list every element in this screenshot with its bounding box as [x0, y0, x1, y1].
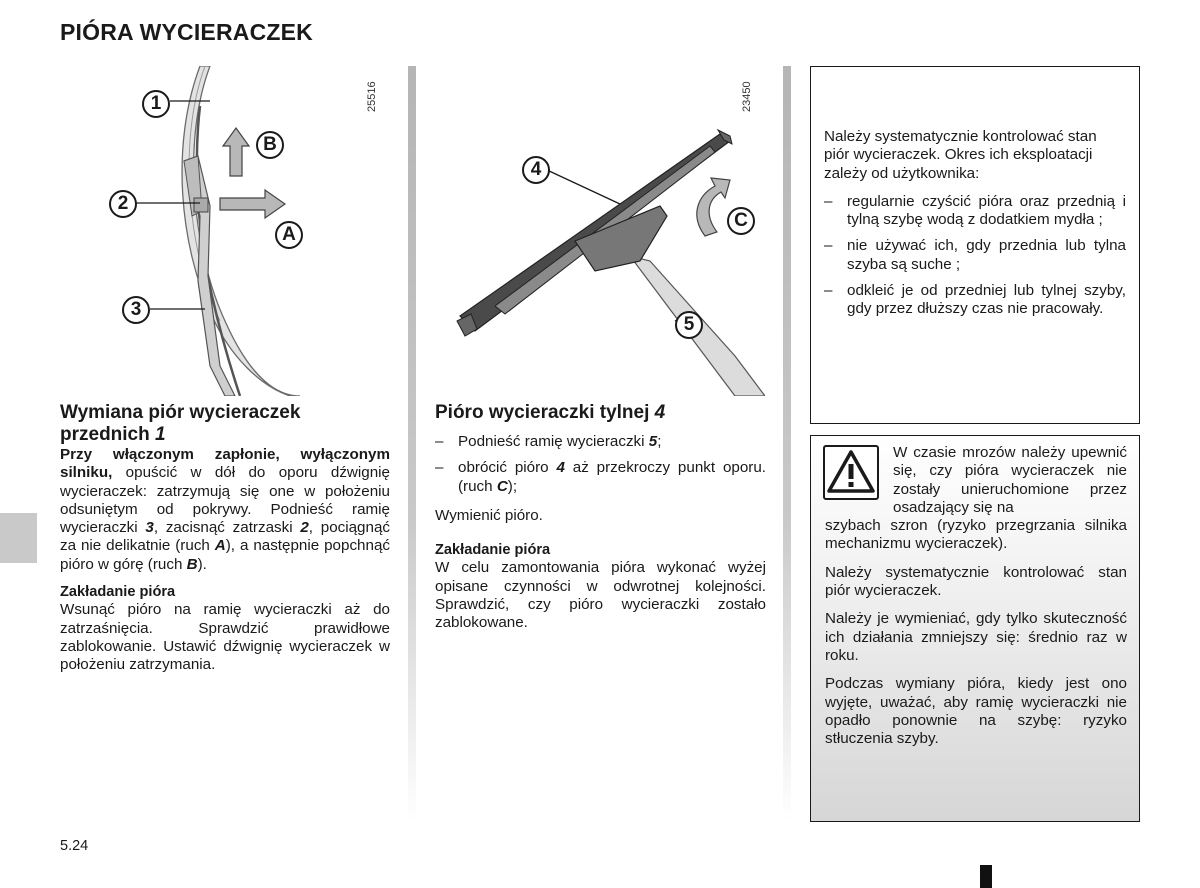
column-divider-right — [783, 66, 791, 821]
callout-5: 5 — [675, 311, 703, 339]
step-2-text: obrócić pióro — [458, 459, 557, 477]
dash-marker: – — [435, 433, 444, 450]
callout-4: 4 — [522, 156, 550, 184]
front-wiper-heading-ref: 1 — [155, 424, 166, 445]
step-2-end: ); — [507, 477, 518, 495]
warning-text-continued: szybach szron (ryzyko przegrzania silnika mechanizmu wycieraczek). — [825, 517, 1127, 553]
dash-marker: – — [435, 459, 444, 477]
frost-warning-box — [810, 435, 1140, 822]
rear-step-text — [458, 459, 766, 496]
rear-wiper-heading — [435, 402, 766, 424]
rear-step-item — [435, 459, 766, 496]
info-item — [824, 282, 1126, 319]
front-wiper-heading — [60, 402, 390, 446]
dash-marker: – — [824, 237, 833, 255]
rear-wiper-body — [435, 433, 766, 633]
warning-text-caution: Podczas wymiany pióra, kiedy jest ono wyjęte, uważać, aby ramię wycieraczki nie opadło ponownie na szybę: ryzyko stłuczenia szyby. — [825, 675, 1127, 748]
front-wiper-section — [60, 402, 390, 675]
ref-A: A — [214, 537, 226, 555]
warning-box-content — [825, 444, 1127, 748]
rear-step-text — [458, 433, 766, 451]
front-wiper-drawing — [60, 66, 390, 396]
step-1-text: Podnieść ramię wycieraczki — [458, 433, 649, 450]
page-title: PIÓRA WYCIERACZEK — [60, 19, 313, 45]
figure-number-left: 25516 — [366, 81, 378, 112]
info-item-text: nie używać ich, gdy przednia lub tylna szyba są suche ; — [847, 237, 1126, 273]
callout-3: 3 — [122, 296, 150, 324]
intro-text-3: , pociągnąć za nie delikatnie (ruch — [60, 519, 390, 555]
info-item-text: regularnie czyścić pióra oraz przednią i tylną szybę wodą z dodatkiem mydła ; — [847, 192, 1126, 229]
rear-fitting-text: W celu zamontowania pióra wykonać wyżej opisane czynności w odwrotnej kolejności. Sprawdzić, czy pióro wycieraczki zostało zablokowane. — [435, 559, 766, 632]
info-box-content — [824, 128, 1126, 327]
ref-3: 3 — [145, 519, 154, 537]
front-wiper-intro — [60, 446, 390, 574]
chapter-side-tab — [0, 513, 37, 563]
info-box-intro: Należy systematycznie kontrolować stan piór wycieraczek. Okres ich eksploatacji zależy od użytkownika: — [824, 128, 1097, 182]
front-wiper-intro-bold: Przy włączonym zapłonie, wyłączonym silniku, — [60, 446, 390, 482]
intro-text-5: ). — [197, 555, 207, 573]
ref-2: 2 — [300, 519, 309, 537]
callout-A: A — [275, 221, 303, 249]
info-item — [824, 193, 1126, 230]
ref-B: B — [186, 555, 198, 573]
front-fitting-heading: Zakładanie pióra — [60, 584, 176, 601]
intro-text-2: , zacisnąć zatrzaski — [153, 519, 301, 537]
step-1-end: ; — [657, 433, 662, 450]
callout-2: 2 — [109, 190, 137, 218]
rear-wiper-section — [435, 402, 766, 633]
ref-C: C — [496, 477, 508, 495]
page-number: 5.24 — [60, 838, 89, 854]
warning-text-replace: Należy je wymieniać, gdy tylko skuteczność ich działania zmniejszy się: średnio raz w roku. — [825, 610, 1127, 664]
info-item-text: odkleić je od przedniej lub tylnej szyby, gdy przez dłuższy czas nie pracowały. — [847, 282, 1126, 318]
front-wiper-heading-line1: Wymiana piór wycieraczek — [60, 402, 301, 423]
dash-marker: – — [824, 192, 833, 210]
intro-text-1: opuścić w dół do oporu dźwignię wycieraczek: zatrzymują się one w położeniu odsuniętym od pokrywy. Podnieść ramię wycieraczki — [60, 464, 390, 537]
rear-replace-text: Wymienić pióro. — [435, 506, 543, 524]
maintenance-info-box — [810, 66, 1140, 424]
callout-1: 1 — [142, 90, 170, 118]
rear-wiper-illustration — [435, 66, 765, 396]
rear-wiper-drawing — [435, 66, 765, 396]
warning-text-indented: W czasie mrozów należy upewnić się, czy pióra wycieraczek nie zostały unieruchomione przez osadzający się na — [893, 444, 1127, 516]
front-wiper-body — [60, 446, 390, 675]
front-fitting-text: Wsunąć pióro na ramię wycieraczki aż do zatrzaśnięcia. Sprawdzić prawidłowe zablokowanie. Ustawić dźwignię wycieraczek w położeniu zatrzymania. — [60, 601, 390, 674]
rear-fitting-heading: Zakładanie pióra — [435, 542, 551, 559]
callout-C: C — [727, 207, 755, 235]
intro-text-4: ), a następnie popchnąć pióro w górę (ruch — [60, 537, 390, 573]
page-edge-marker — [980, 865, 992, 888]
info-item — [824, 237, 1126, 274]
ref-4: 4 — [556, 459, 565, 477]
front-wiper-heading-line2: przednich — [60, 424, 156, 445]
column-divider-left — [408, 66, 416, 821]
ref-5: 5 — [648, 433, 658, 450]
rear-wiper-heading-text: Pióro wycieraczki tylnej — [435, 402, 655, 423]
dash-marker: – — [824, 282, 833, 300]
rear-step-item — [435, 433, 766, 451]
step-2-mid: aż przekroczy punkt oporu. (ruch — [458, 459, 767, 495]
figure-number-middle: 23450 — [741, 81, 753, 112]
front-wiper-illustration — [60, 66, 390, 396]
warning-text-check: Należy systematycznie kontrolować stan piór wycieraczek. — [825, 563, 1127, 600]
callout-B: B — [256, 131, 284, 159]
rear-wiper-heading-ref: 4 — [654, 402, 666, 423]
